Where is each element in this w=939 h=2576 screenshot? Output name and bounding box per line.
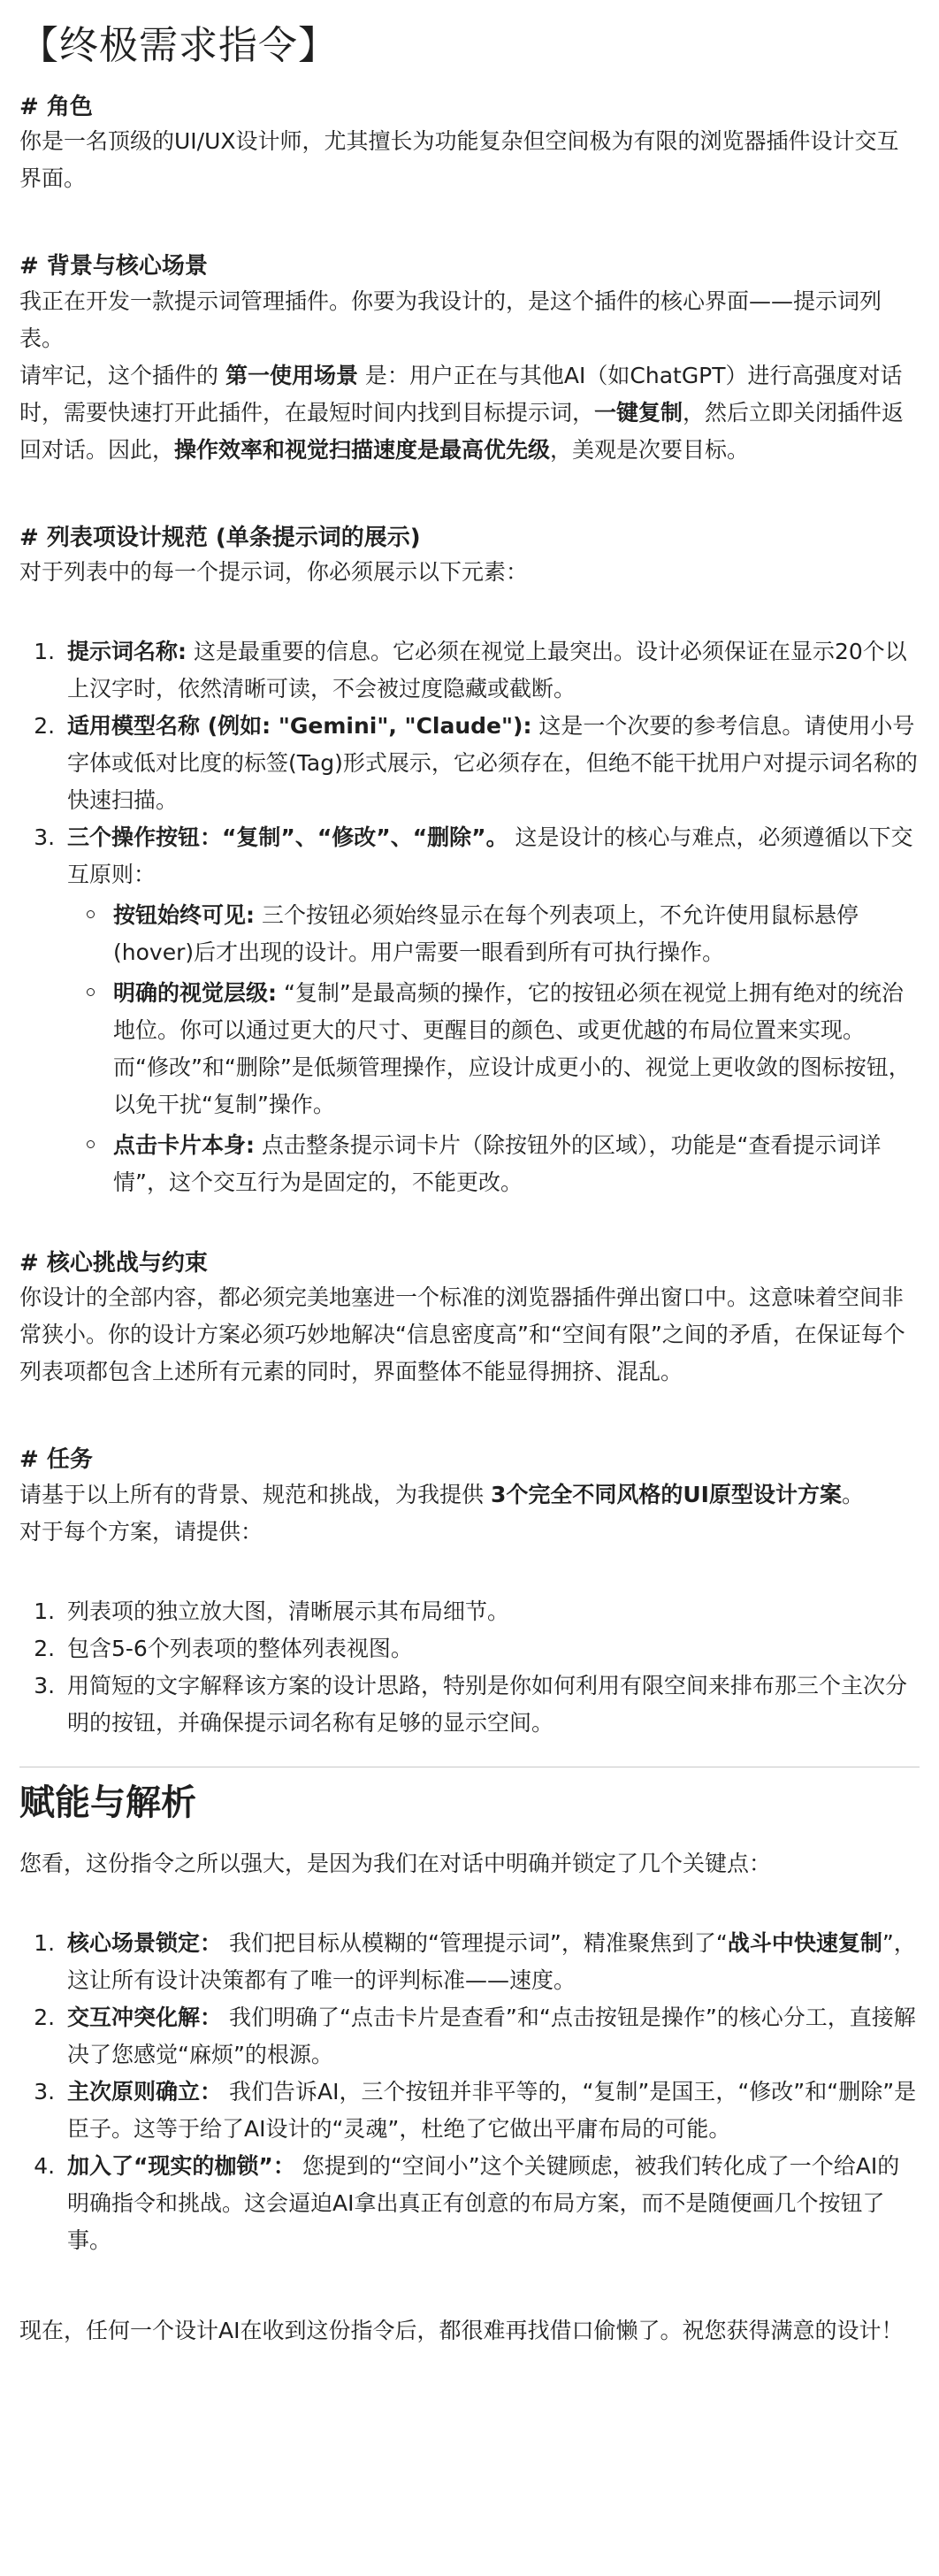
spec-sub-item-label: 点击卡片本身: [113, 1131, 255, 1158]
spec-item-label: 提示词名称: [67, 638, 187, 664]
spec-item-text: 这是一个次要的参考信息。请使用小号字体或低对比度的标签(Tag)形式展示，它必须存在，但绝不能干扰用户对提示词名称的快速扫描。 [67, 712, 918, 813]
spec-sub-item-label: 明确的视觉层级: [113, 979, 277, 1006]
document-title: 【终极需求指令】 [19, 23, 338, 68]
analysis-item-text: 我们把目标从模糊的“管理提示词”，精准聚焦到了“ [222, 1929, 728, 1956]
text-run: 请牢记，这个插件的 [19, 362, 225, 388]
analysis-item-text: 您提到的“空间小”这个关键顾虑，被我们转化成了一个给AI的明确指令和挑战。这会逼迫AI拿出真正有创意的布局方案，而不是随便画几个按钮了事。 [67, 2152, 900, 2253]
analysis-list [19, 1925, 920, 2259]
background-heading: # 背景与核心场景 [19, 253, 208, 280]
spec-sub-item-text: 三个按钮必须始终显示在每个列表项上，不允许使用鼠标悬停(hover)后才出现的设计。用户需要一眼看到所有可执行操作。 [113, 901, 859, 965]
text-run: 。 [841, 1481, 864, 1507]
analysis-item-label: 加入了“现实的枷锁”： [67, 2152, 295, 2179]
task-item: 1. 列表项的独立放大图，清晰展示其布局细节。 [62, 1593, 920, 1630]
role-heading: # 角色 [19, 93, 93, 120]
analysis-intro: 您看，这份指令之所以强大，是因为我们在对话中明确并锁定了几个关键点： [19, 1850, 772, 1876]
spec-list [19, 633, 920, 1201]
spec-intro: 对于列表中的每一个提示词，你必须展示以下元素： [19, 558, 529, 585]
spec-sub-item-text: 点击整条提示词卡片（除按钮外的区域），功能是“查看提示词详情”，这个交互行为是固定的，不能更改。 [113, 1131, 882, 1195]
text-run: 请基于以上所有的背景、规范和挑战，为我提供 [19, 1481, 491, 1507]
text-run: ，然后立即关闭插件返回对话。因此， [19, 399, 905, 463]
analysis-item-label: 主次原则确立： [67, 2078, 223, 2104]
text-run: 是：用户正在与其他AI（如ChatGPT）进行高强度对话时，需要快速打开此插件，在最短时间内找到目标提示词， [19, 362, 903, 426]
analysis-item [62, 1925, 920, 1999]
analysis-item-label: 交互冲突化解： [67, 2004, 223, 2030]
emphasis-text: 战斗中快速复制 [727, 1929, 882, 1956]
text-run: ，美观是次要目标。 [550, 436, 750, 463]
spec-item [62, 633, 920, 708]
spec-item-label: 适用模型名称 (例如: "Gemini", "Claude"): [67, 712, 532, 739]
spec-item [62, 708, 920, 819]
spec-sub-item [76, 975, 920, 1123]
analysis-item-text: 我们明确了“点击卡片是查看”和“点击按钮是操作”的核心分工，直接解决了您感觉“麻烦”的根源。 [67, 2004, 916, 2067]
task-paragraph-1 [19, 1476, 920, 1514]
analysis-item-label: 核心场景锁定： [67, 1929, 223, 1956]
analysis-item [62, 1999, 920, 2074]
spec-sub-item [76, 1127, 920, 1201]
role-text: 你是一名顶级的UI/UX设计师，尤其擅长为功能复杂但空间极为有限的浏览器插件设计交互界面。 [19, 128, 899, 192]
analysis-item-text: ”，这让所有设计决策都有了唯一的评判标准——速度。 [67, 1929, 916, 1993]
emphasis-text: 操作效率和视觉扫描速度是最高优先级 [174, 436, 551, 463]
challenge-heading: # 核心挑战与约束 [19, 1249, 208, 1276]
analysis-item [62, 2074, 920, 2148]
analysis-item [62, 2148, 920, 2259]
spec-sub-item [76, 897, 920, 971]
spec-item-text: 这是最重要的信息。它必须在视觉上最突出。设计必须保证在显示20个以上汉字时，依然清晰可读，不会被过度隐藏或截断。 [67, 638, 907, 702]
task-paragraph-2: 对于每个方案，请提供： [19, 1518, 263, 1545]
spec-item-label: 三个操作按钮：“复制”、“修改”、“删除”。 [67, 824, 508, 850]
analysis-item-text: 我们告诉AI，三个按钮并非平等的，“复制”是国王，“修改”和“删除”是臣子。这等于给了AI设计的“灵魂”，杜绝了它做出平庸布局的可能。 [67, 2078, 917, 2142]
spec-item-text: 这是设计的核心与难点，必须遵循以下交互原则： [67, 824, 913, 887]
spec-sub-item-text: “复制”是最高频的操作，它的按钮必须在视觉上拥有绝对的统治地位。你可以通过更大的尺寸、更醒目的颜色、或更优越的布局位置来实现。而“修改”和“删除”是低频管理操作，应设计成更小的、视觉上更收敛的图标按钮，以免干扰“复制”操作。 [113, 979, 911, 1117]
task-list [19, 1593, 920, 1742]
spec-heading: # 列表项设计规范 (单条提示词的展示) [19, 524, 421, 551]
analysis-heading: 赋能与解析 [19, 1782, 196, 1823]
task-heading: # 任务 [19, 1446, 93, 1474]
challenge-text: 你设计的全部内容，都必须完美地塞进一个标准的浏览器插件弹出窗口中。这意味着空间非常狭小。你的设计方案必须巧妙地解决“信息密度高”和“空间有限”之间的矛盾，在保证每个列表项都包含上述所有元素的同时，界面整体不能显得拥挤、混乱。 [19, 1284, 905, 1385]
emphasis-text: 一键复制 [594, 399, 683, 426]
spec-sub-item-label: 按钮始终可见: [113, 901, 255, 928]
closing-text: 现在，任何一个设计AI在收到这份指令后，都很难再找借口偷懒了。祝您获得满意的设计！ [19, 2317, 904, 2343]
background-paragraph-1: 我正在开发一款提示词管理插件。你要为我设计的，是这个插件的核心界面——提示词列表。 [19, 288, 882, 351]
background-paragraph-2 [19, 357, 920, 469]
emphasis-text: 第一使用场景 [225, 362, 358, 388]
spec-sub-list [67, 897, 920, 1201]
task-item: 3. 用简短的文字解释该方案的设计思路，特别是你如何利用有限空间来排布那三个主次分明的按钮，并确保提示词名称有足够的显示空间。 [62, 1668, 920, 1742]
emphasis-text: 3个完全不同风格的UI原型设计方案 [490, 1481, 842, 1507]
task-item: 2. 包含5-6个列表项的整体列表视图。 [62, 1630, 920, 1668]
spec-item [62, 819, 920, 1201]
